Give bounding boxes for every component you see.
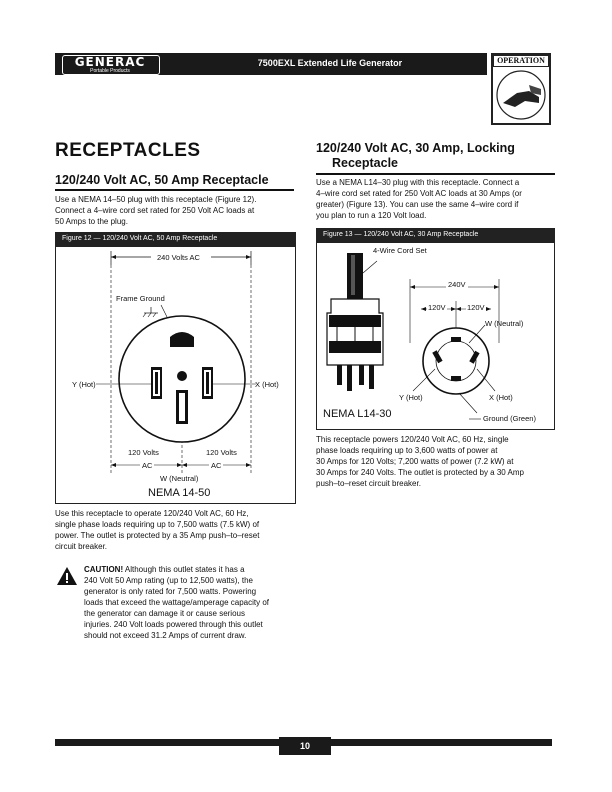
label-ac-right: AC	[211, 461, 222, 470]
text-line: Use a NEMA 14–50 plug with this receptacle (Figure 12).	[55, 195, 257, 204]
logo-text: GENERAC	[74, 55, 146, 69]
section-tab-label: OPERATION	[493, 55, 549, 67]
text-line: 30 Amps for 240 Volts. The outlet is protected by a 30 Amp	[316, 468, 524, 477]
label-120v-left: 120 Volts	[128, 448, 159, 457]
page-number: 10	[279, 737, 331, 755]
operation-hand-icon	[495, 69, 547, 121]
model-label: NEMA L14-30	[323, 408, 392, 420]
label-120v-a: 120V	[428, 303, 446, 312]
label-x-hot: X (Hot)	[489, 393, 513, 402]
label-ac-left: AC	[142, 461, 153, 470]
right-heading-line-1: 120/240 Volt AC, 30 Amp, Locking	[316, 141, 515, 155]
label-x-hot: X (Hot)	[255, 380, 279, 389]
label-y-hot: Y (Hot)	[399, 393, 423, 402]
text-line: Use a NEMA L14–30 plug with this receptacle. Connect a	[316, 178, 520, 187]
page-title: RECEPTACLES	[55, 140, 201, 161]
nema-l14-30-diagram	[317, 243, 554, 429]
text-line: circuit breaker.	[55, 542, 108, 551]
left-heading: 120/240 Volt AC, 50 Amp Receptacle	[55, 173, 269, 187]
text-line: generator is only rated for 7,500 watts. Powering	[84, 587, 257, 596]
label-frame-ground: Frame Ground	[116, 294, 165, 303]
label-neutral: W (Neutral)	[160, 474, 199, 483]
text-line: you plan to run a 120 Volt load.	[316, 211, 427, 220]
right-heading	[316, 141, 556, 171]
text-line: This receptacle powers 120/240 Volt AC, 60 Hz, single	[316, 435, 509, 444]
label-120v-b: 120V	[467, 303, 485, 312]
left-body	[55, 508, 300, 552]
document-title: 7500EXL Extended Life Generator	[257, 58, 403, 68]
label-neutral: W (Neutral)	[485, 319, 524, 328]
text-line: 50 Amps to the plug.	[55, 217, 128, 226]
text-line: Connect a 4–wire cord set rated for 250 Volt AC loads at	[55, 206, 255, 215]
warning-icon	[56, 566, 78, 586]
text-line: 240 Volt 50 Amp rating (up to 12,500 watts), the	[84, 576, 253, 585]
label-y-hot: Y (Hot)	[72, 380, 96, 389]
text-line: the generator can damage it or cause serious	[84, 609, 245, 618]
label-240v: 240V	[448, 280, 466, 289]
right-heading-rule	[316, 173, 555, 175]
text-line: phase loads requiring up to 3,600 watts of power at	[316, 446, 498, 455]
right-intro	[316, 177, 561, 221]
label-ground: Ground (Green)	[483, 414, 536, 423]
figure-12-caption: Figure 12 — 120/240 Volt AC, 50 Amp Receptacle	[55, 232, 296, 246]
label-240v: 240 Volts AC	[157, 253, 200, 262]
text-line	[84, 564, 299, 575]
figure-13-caption: Figure 13 — 120/240 Volt AC, 30 Amp Receptacle	[316, 228, 555, 242]
right-body	[316, 434, 561, 489]
left-heading-rule	[55, 189, 294, 191]
text-line: single phase loads requiring up to 7,500 watts (7.5 kW) of	[55, 520, 260, 529]
text-line: injuries. 240 Volt loads powered through this outlet	[84, 620, 263, 629]
text-line: Use this receptacle to operate 120/240 Volt AC, 60 Hz,	[55, 509, 249, 518]
model-label: NEMA 14-50	[148, 487, 211, 499]
figure-12	[55, 246, 296, 504]
text-line: push–to–reset circuit breaker.	[316, 479, 421, 488]
label-cord-set: 4-Wire Cord Set	[373, 246, 427, 255]
caution-word: CAUTION!	[84, 565, 124, 574]
text-line: should not exceed 31.2 Amps of current draw.	[84, 631, 247, 640]
caution-text	[84, 564, 299, 641]
nema-14-50-diagram	[56, 247, 295, 503]
left-intro	[55, 194, 300, 227]
text-line: 4–wire cord set rated for 250 Volt AC loads at 30 Amps (or	[316, 189, 522, 198]
text-line: 30 Amps for 120 Volts; 7,200 watts of power (7.2 kW) at	[316, 457, 514, 466]
text-line: power. The outlet is protected by a 35 Amp push–to–reset	[55, 531, 260, 540]
figure-13	[316, 242, 555, 430]
text-line: loads that exceed the wattage/amperage capacity of	[84, 598, 270, 607]
label-120v-right: 120 Volts	[206, 448, 237, 457]
text-line: greater) (Figure 13). You can use the same 4–wire cord if	[316, 200, 519, 209]
right-heading-line-2: Receptacle	[332, 156, 399, 170]
logo-subtext: Portable Products	[90, 68, 130, 74]
caution-first-line: Although this outlet states it has a	[123, 565, 245, 574]
